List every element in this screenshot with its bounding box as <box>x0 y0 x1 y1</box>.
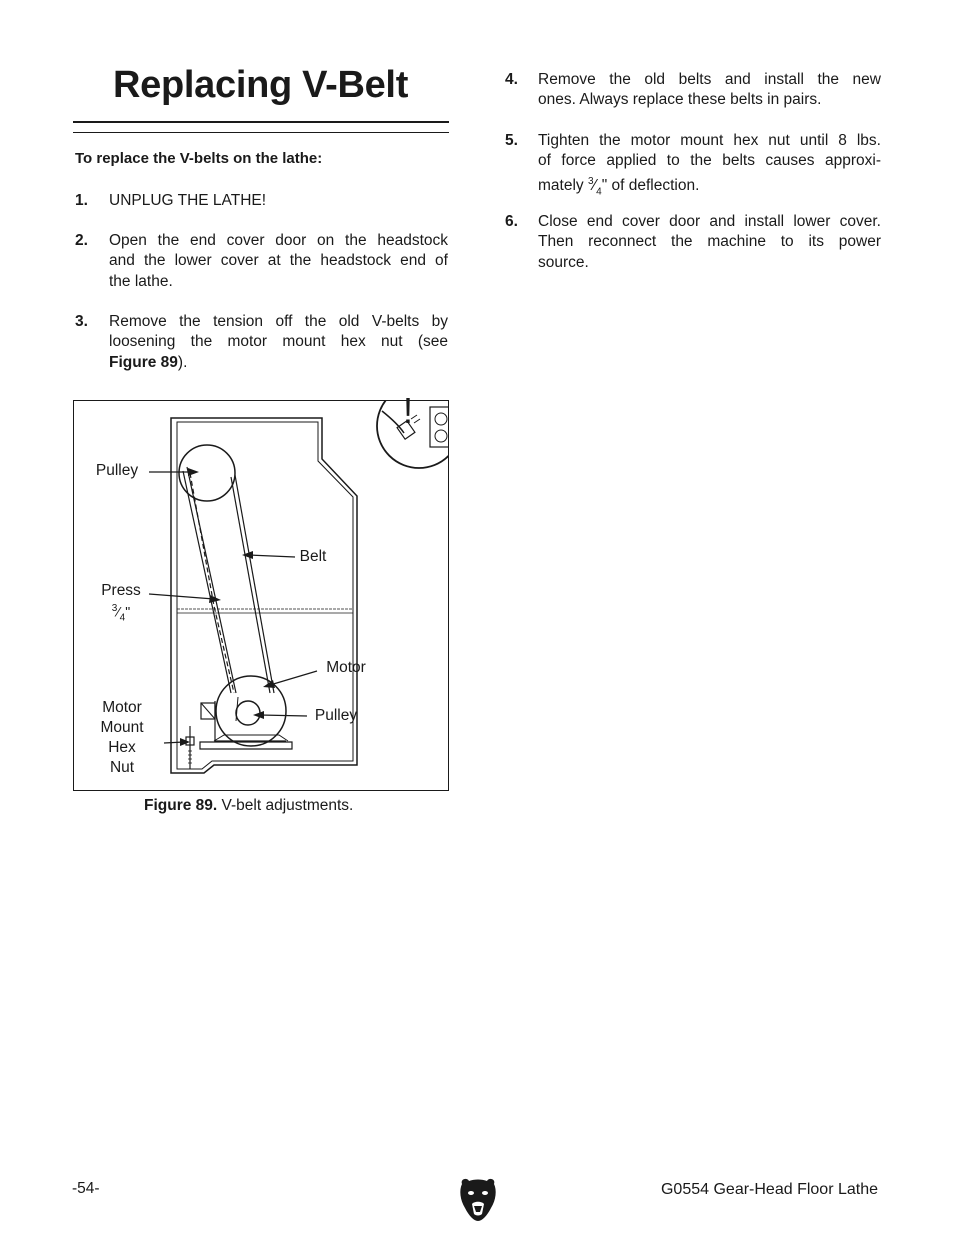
manual-title: G0554 Gear-Head Floor Lathe <box>660 1181 878 1198</box>
step-line: Close end cover door and install lower cover. <box>538 213 881 230</box>
step-number: 1. <box>75 192 88 209</box>
step-line: source. <box>538 253 589 271</box>
step-text <box>538 70 881 111</box>
step-1 <box>75 191 450 213</box>
caption-text: V-belt adjustments. <box>217 797 354 814</box>
step-number: 4. <box>505 71 518 88</box>
step-line: Then reconnect the machine to its power <box>538 233 881 251</box>
step-text <box>109 231 448 292</box>
label-line: Mount <box>100 719 144 736</box>
step-line: Remove the tension off the old V-belts by <box>109 313 448 330</box>
step-4 <box>505 70 885 114</box>
bear-logo-icon <box>458 1176 498 1222</box>
label-press-word: Press <box>101 582 141 599</box>
title-rule-thin <box>73 132 449 133</box>
label-press <box>95 581 147 626</box>
warning-exclamation-icon: ! <box>402 390 413 431</box>
fraction-denominator: 4 <box>596 185 602 197</box>
step-number: 5. <box>505 132 518 149</box>
step-line: loosening the motor mount hex nut (see <box>109 333 448 351</box>
label-line: Hex <box>108 739 136 756</box>
caption-label: Figure 89. <box>144 797 218 814</box>
step-line: the lathe. <box>109 272 173 290</box>
step-5 <box>505 131 885 195</box>
step-line: Remove the old belts and install the new <box>538 71 881 88</box>
page-number: -54- <box>72 1180 100 1197</box>
step-3 <box>75 312 450 376</box>
step-line-last: mately $^3⁄_4$" of deflection. <box>538 175 700 197</box>
step-text <box>538 131 881 202</box>
press-fraction-denominator: 4 <box>119 612 126 624</box>
label-motor: Motor <box>326 659 366 676</box>
label-pulley-bottom: Pulley <box>314 707 358 724</box>
page-title: Replacing V-Belt <box>113 64 409 106</box>
step-text <box>109 312 448 373</box>
label-pulley-top: Pulley <box>95 462 139 479</box>
step-text <box>109 191 448 211</box>
step-line: Tighten the motor mount hex nut until 8 lbs. <box>538 132 881 149</box>
step-line: ones. Always replace these belts in pairs. <box>538 91 822 109</box>
step-number: 6. <box>505 213 518 230</box>
press-unit: " <box>125 603 131 620</box>
step-line: UNPLUG THE LATHE! <box>109 192 267 209</box>
intro-heading: To replace the V-belts on the lathe: <box>75 150 323 167</box>
figure-89-frame <box>73 390 449 791</box>
step-line: Open the end cover door on the headstock <box>109 232 448 249</box>
step-text <box>538 212 881 273</box>
step-line-last <box>109 353 448 373</box>
step-number: 3. <box>75 313 88 330</box>
label-motor-mount-hex-nut <box>92 698 152 778</box>
label-line: Nut <box>109 759 135 776</box>
label-press-fraction: $^3⁄_4$" <box>111 603 131 624</box>
step-line: of force applied to the belts causes approxi- <box>538 152 881 170</box>
step-line: and the lower cover at the headstock end of <box>109 252 448 270</box>
title-rule-thick <box>73 121 449 123</box>
step-6 <box>505 212 885 276</box>
figure-caption <box>144 797 353 815</box>
figure-reference: Figure 89 <box>109 353 178 371</box>
press-fraction-numerator: 3 <box>111 603 118 614</box>
label-line: Motor <box>102 699 142 716</box>
step-line-suffix: ). <box>177 353 188 371</box>
step-2 <box>75 231 450 295</box>
step-number: 2. <box>75 232 88 249</box>
label-belt: Belt <box>299 548 327 565</box>
step-line-prefix: mately <box>538 176 588 194</box>
step-line-suffix: " of deflection. <box>601 176 700 194</box>
fraction-numerator: 3 <box>587 175 594 187</box>
